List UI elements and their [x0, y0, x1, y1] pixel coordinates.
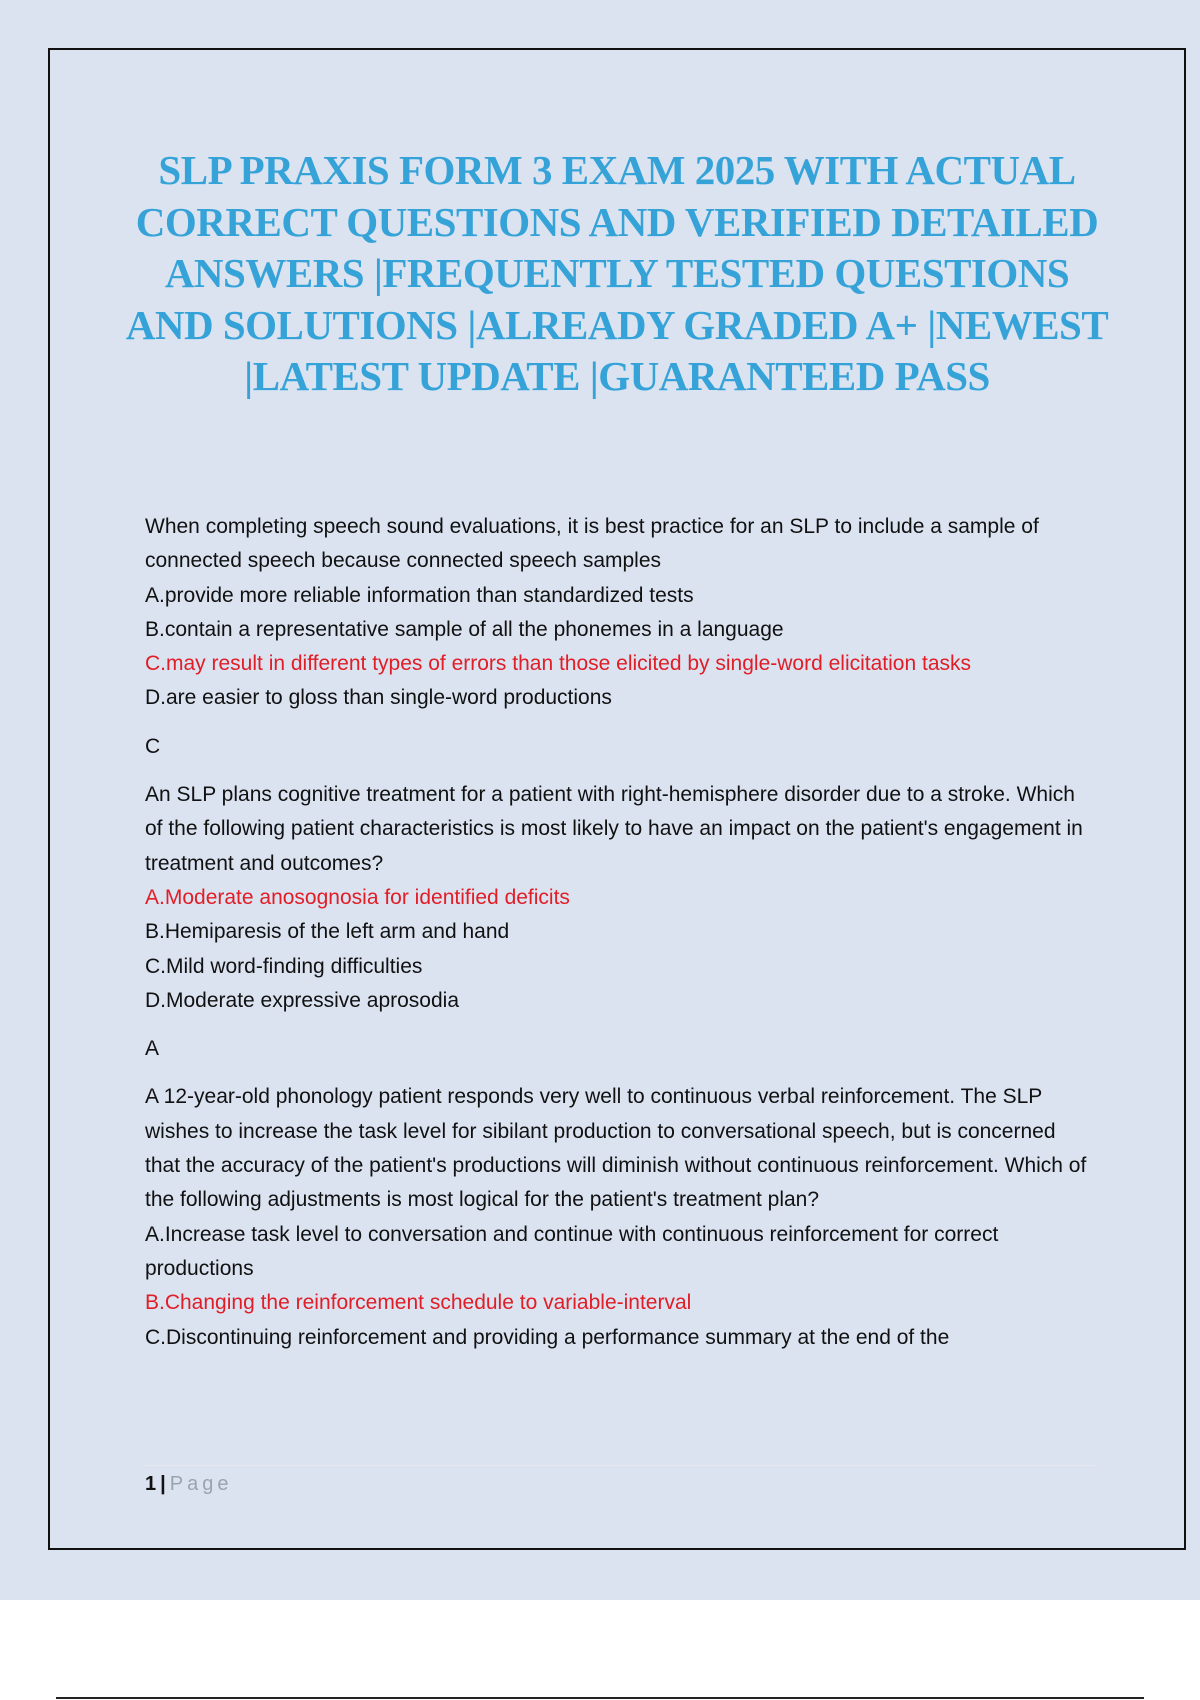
option-c: C.Mild word-finding difficulties [145, 954, 423, 978]
option-c-correct: C.may result in different types of errors than those elicited by single-word elicitation tasks [145, 652, 971, 676]
option-b: B.Hemiparesis of the left arm and hand [145, 920, 510, 944]
page-number: 1 [145, 1473, 157, 1495]
footer-divider [145, 1465, 1095, 1466]
answer-key: A [145, 1037, 160, 1061]
option-a: A.provide more reliable information than standardized tests [145, 583, 694, 607]
question-block [145, 1080, 1095, 1354]
question-stem: When completing speech sound evaluations, it is best practice for an SLP to include a sample of connected speech because connected speech samples [145, 515, 1039, 573]
option-a: A.Increase task level to conversation and continue with continuous reinforcement for correct productions [145, 1222, 999, 1280]
next-page-edge [56, 1697, 1144, 1699]
question-stem: A 12-year-old phonology patient responds very well to continuous verbal reinforcement. The SLP wishes to increase the task level for sibilant production to conversational speech, but is concerned that the accuracy of the patient's productions will diminish without continuous reinforcement. Which of the following adjustments is most logical for the patient's treatment plan? [145, 1085, 1087, 1212]
page-label: Page [169, 1473, 233, 1495]
option-b-correct: B.Changing the reinforcement schedule to variable-interval [145, 1291, 692, 1315]
option-a-correct: A.Moderate anosognosia for identified deficits [145, 885, 570, 909]
footer-separator: | [160, 1473, 166, 1495]
question-block [145, 510, 1095, 764]
question-stem: An SLP plans cognitive treatment for a patient with right-hemisphere disorder due to a stroke. Which of the following patient characteristics is most likely to have an impact on the patient's engagement in treatment and outcomes? [145, 783, 1083, 875]
option-c: C.Discontinuing reinforcement and providing a performance summary at the end of the [145, 1325, 950, 1349]
question-list [145, 510, 1095, 1355]
document-title: SLP PRAXIS FORM 3 EXAM 2025 WITH ACTUAL CORRECT QUESTIONS AND VERIFIED DETAILED ANSWERS |FREQUENTLY TESTED QUESTIONS AND SOLUTIONS |ALREADY GRADED A+ |NEWEST |LATEST UPDATE |GUARANTEED PASS [125, 147, 1109, 399]
page-footer [145, 1470, 232, 1498]
option-d: D.Moderate expressive aprosodia [145, 988, 459, 1012]
option-b: B.contain a representative sample of all the phonemes in a language [145, 617, 784, 641]
answer-key: C [145, 734, 161, 758]
option-d: D.are easier to gloss than single-word productions [145, 686, 612, 710]
question-block [145, 778, 1095, 1066]
